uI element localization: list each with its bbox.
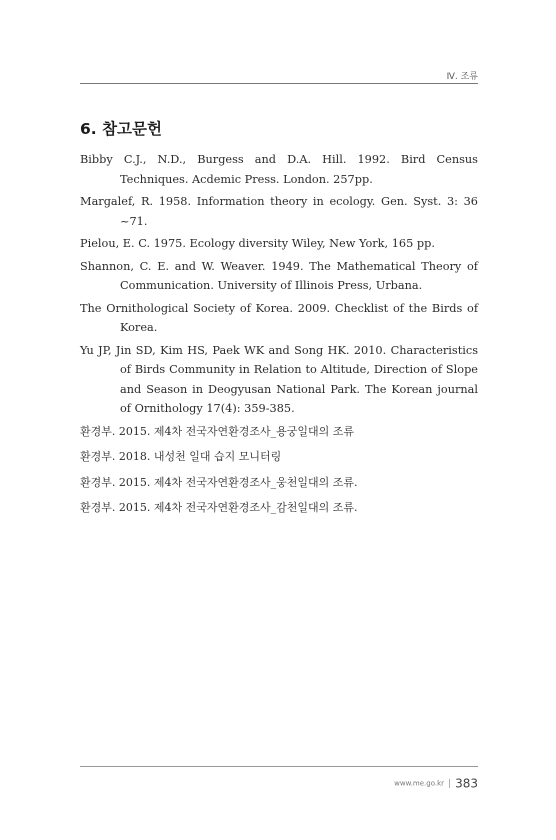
footer-website: www.me.go.kr bbox=[394, 779, 445, 788]
reference-item: 환경부. 2015. 제4차 전국자연환경조사_감천일대의 조류. bbox=[80, 501, 358, 514]
reference-item: The Ornithological Society of Korea. 2009. Checklist of the Birds of Korea. bbox=[80, 301, 478, 334]
footer-separator: | bbox=[448, 778, 452, 789]
reference-item: Yu JP, Jin SD, Kim HS, Paek WK and Song HK. 2010. Characteristics of Birds Community in Relation to Altitude, Direction of Slope and Season in Deogyusan National Park. The Korean journal of Ornithology 17(4): 359-385. bbox=[80, 343, 478, 415]
page-number: 383 bbox=[455, 776, 478, 791]
header-divider bbox=[80, 83, 478, 84]
reference-list bbox=[80, 150, 478, 524]
reference-item: 환경부. 2015. 제4차 전국자연환경조사_용궁일대의 조류 bbox=[80, 424, 354, 438]
reference-item: Pielou, E. C. 1975. Ecology diversity Wiley, New York, 165 pp. bbox=[80, 237, 435, 250]
page-footer bbox=[394, 773, 478, 792]
reference-item: Shannon, C. E. and W. Weaver. 1949. The Mathematical Theory of Communication. University of Illinois Press, Urbana. bbox=[80, 259, 478, 292]
running-header: Ⅳ. 조류 bbox=[446, 72, 478, 82]
section-title: 6. 참고문헌 bbox=[80, 120, 162, 138]
reference-item: 환경부. 2015. 제4차 전국자연환경조사_웅천일대의 조류. bbox=[80, 475, 358, 489]
reference-item: Margalef, R. 1958. Information theory in ecology. Gen. Syst. 3: 36 ~71. bbox=[80, 195, 478, 228]
reference-item: Bibby C.J., N.D., Burgess and D.A. Hill. 1992. Bird Census Techniques. Acdemic Press. London. 257pp. bbox=[80, 153, 478, 186]
footer-divider bbox=[80, 766, 478, 767]
reference-item: 환경부. 2018. 내성천 일대 습지 모니터링 bbox=[80, 450, 282, 463]
